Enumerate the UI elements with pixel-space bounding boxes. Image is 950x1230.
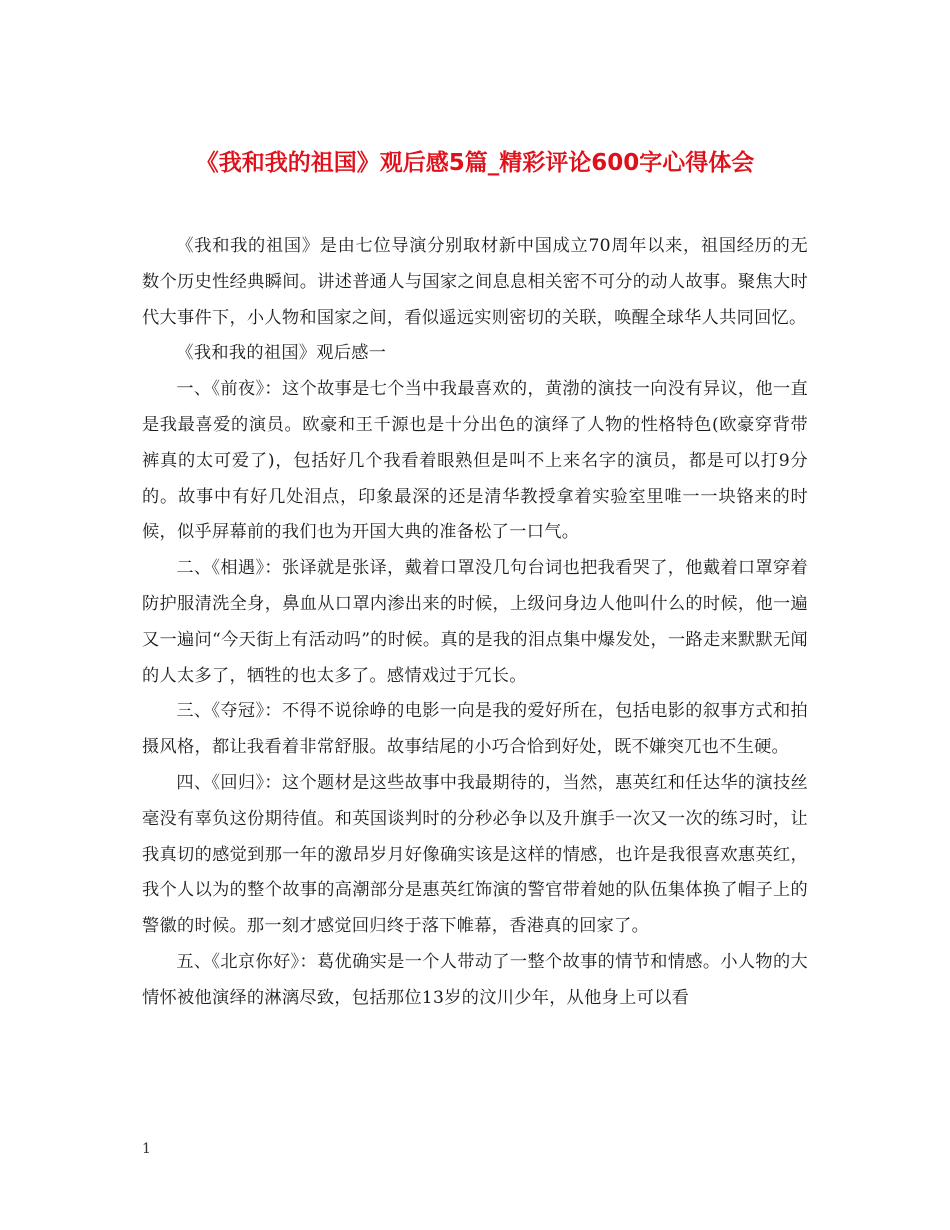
document-title: 《我和我的祖国》观后感5篇_精彩评论600字心得体会: [195, 150, 755, 177]
review-paragraph-2: 二、《相遇》：张译就是张译，戴着口罩没几句台词也把我看哭了，他戴着口罩穿着防护服清洗全身，鼻血从口罩内渗出来的时候，上级问身边人他叫什么的时候，他一遍又一遍问“今天街上有活动吗”的时候。真的是我的泪点集中爆发处，一路走来默默无闻的人太多了，牺牲的也太多了。感情戏过于冗长。: [142, 558, 808, 686]
intro-paragraph: 《我和我的祖国》是由七位导演分别取材新中国成立70周年以来，祖国经历的无数个历史性经典瞬间。讲述普通人与国家之间息息相关密不可分的动人故事。聚焦大时代大事件下，小人物和国家之间，看似遥远实则密切的关联，唤醒全球华人共同回忆。: [142, 236, 808, 328]
page-number: 1: [142, 1141, 151, 1157]
review-paragraph-1: 一、《前夜》：这个故事是七个当中我最喜欢的，黄渤的演技一向没有异议，他一直是我最喜爱的演员。欧豪和王千源也是十分出色的演绎了人物的性格特色(欧豪穿背带裤真的太可爱了)，包括好几个我看着眼熟但是叫不上来名字的演员，都是可以打9分的。故事中有好几处泪点，印象最深的还是清华教授拿着实验室里唯一一块铬来的时候，似乎屏幕前的我们也为开国大典的准备松了一口气。: [142, 379, 808, 543]
review-paragraph-5: 五、《北京你好》：葛优确实是一个人带动了一整个故事的情节和情感。小人物的大情怀被他演绎的淋漓尽致，包括那位13岁的汶川少年，从他身上可以看: [142, 951, 808, 1008]
section-heading: 《我和我的祖国》观后感一: [176, 343, 387, 364]
document-body: [142, 229, 808, 1017]
review-paragraph-3: 三、《夺冠》：不得不说徐峥的电影一向是我的爱好所在，包括电影的叙事方式和拍摄风格，都让我看着非常舒服。故事结尾的小巧合恰到好处，既不嫌突兀也不生硬。: [142, 701, 808, 758]
review-paragraph-4: 四、《回归》：这个题材是这些故事中我最期待的，当然，惠英红和任达华的演技丝毫没有辜负这份期待值。和英国谈判时的分秒必争以及升旗手一次又一次的练习时，让我真切的感觉到那一年的激昂岁月好像确实该是这样的情感，也许是我很喜欢惠英红，我个人以为的整个故事的高潮部分是惠英红饰演的警官带着她的队伍集体换了帽子上的警徽的时候。那一刻才感觉回归终于落下帷幕，香港真的回家了。: [142, 772, 808, 937]
